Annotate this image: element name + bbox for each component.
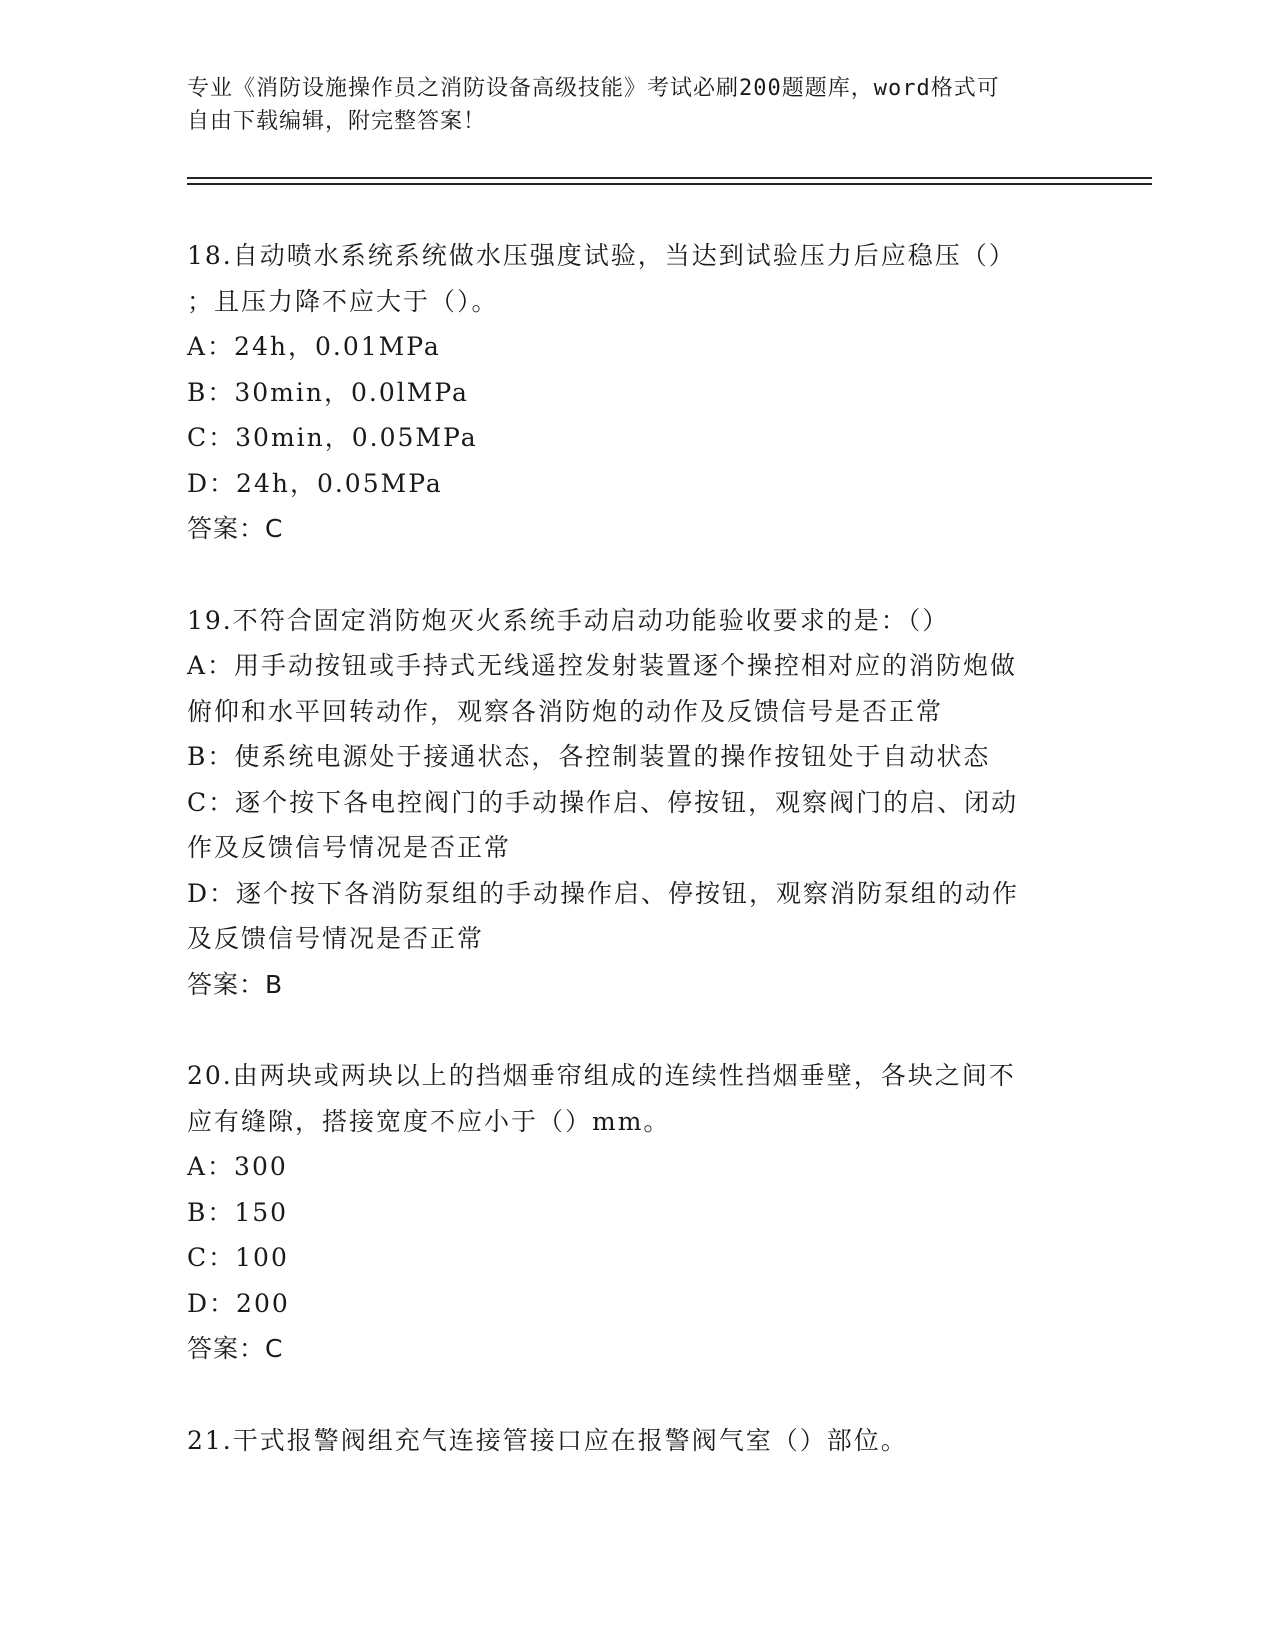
option-d: D：24h，0.05MPa [187,468,443,498]
question-21 [187,1418,1077,1464]
question-list [187,233,1077,1509]
option-d-continued: 及反馈信号情况是否正常 [187,924,485,953]
option-d: D：200 [187,1288,290,1318]
question-stem: 20.由两块或两块以上的挡烟垂帘组成的连续性挡烟垂壁，各块之间不 [187,1061,1016,1090]
option-b: B：30min，0.0lMPa [187,377,469,407]
question-stem: ；且压力降不应大于（）。 [187,286,499,316]
option-a: A：用手动按钮或手持式无线遥控发射装置逐个操控相对应的消防炮做 [187,651,1018,680]
option-c: C：100 [187,1243,289,1272]
option-c-continued: 作及反馈信号情况是否正常 [187,833,512,862]
question-18 [187,233,1077,552]
option-b: B：使系统电源处于接通状态，各控制装置的操作按钮处于自动状态 [187,742,991,771]
document-header [187,72,1067,138]
option-b: B：150 [187,1197,289,1227]
header-line-2: 自由下载编辑，附完整答案！ [187,109,487,134]
option-a-continued: 俯仰和水平回转动作，观察各消防炮的动作及反馈信号是否正常 [187,696,944,726]
option-d: D：逐个按下各消防泵组的手动操作启、停按钮，观察消防泵组的动作 [187,878,1020,908]
option-c: C：逐个按下各电控阀门的手动操作启、停按钮，观察阀门的启、闭动 [187,787,1019,817]
question-stem: 19.不符合固定消防炮灭火系统手动启动功能验收要求的是：（） [187,605,950,635]
question-stem: 18.自动喷水系统系统做水压强度试验，当达到试验压力后应稳压（） [187,241,1016,270]
answer-label: 答案：C [187,514,284,543]
answer-label: 答案：C [187,1334,284,1363]
question-20 [187,1053,1077,1372]
header-divider-top [187,177,1152,179]
option-c: C：30min，0.05MPa [187,423,478,452]
header-divider-bottom [187,183,1152,185]
header-line-1: 专业《消防设施操作员之消防设备高级技能》考试必刷200题题库，word格式可 [187,76,1000,101]
answer-label: 答案：B [187,969,284,999]
question-19 [187,598,1077,1008]
question-stem: 21.干式报警阀组充气连接管接口应在报警阀气室（）部位。 [187,1425,908,1455]
option-a: A：24h，0.01MPa [187,332,441,361]
question-stem: 应有缝隙，搭接宽度不应小于（）mm。 [187,1106,671,1136]
option-a: A：300 [187,1152,288,1181]
